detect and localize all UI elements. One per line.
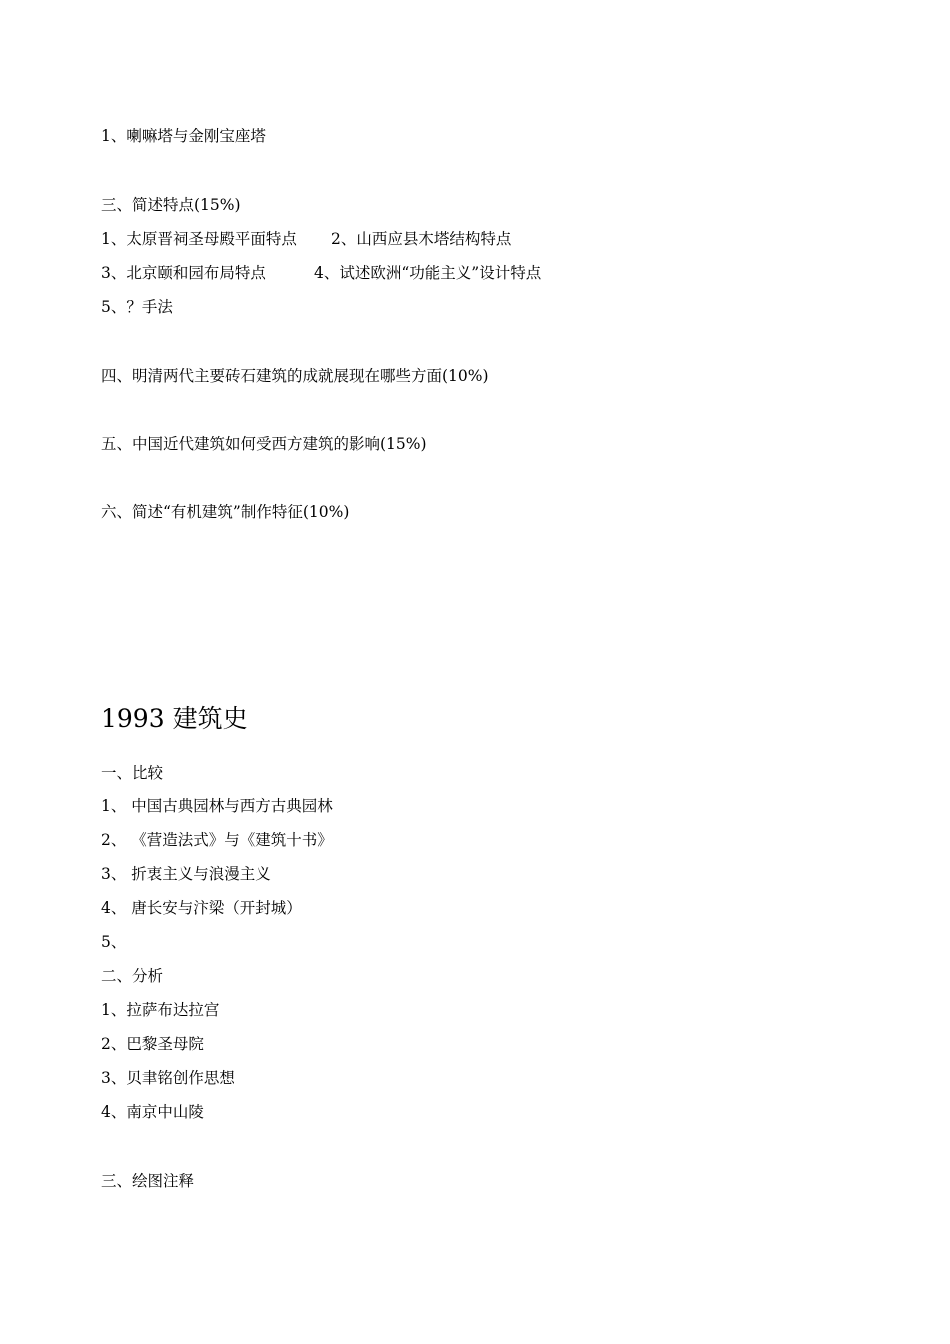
part-1-title: 一、比较	[101, 764, 164, 782]
part-2-title: 二、分析	[101, 967, 164, 985]
section-3-item-1: 1、太原晋祠圣母殿平面特点	[101, 230, 297, 248]
section-3-title: 三、简述特点(15%)	[101, 196, 241, 214]
part-1-item-3: 3、 折衷主义与浪漫主义	[101, 865, 271, 883]
section-5: 五、中国近代建筑如何受西方建筑的影响(15%)	[101, 435, 427, 453]
part-1-item-4: 4、 唐长安与汴梁（开封城）	[101, 899, 302, 917]
part-1-item-2: 2、 《营造法式》与《建筑十书》	[101, 831, 333, 849]
part-1-item-1: 1、 中国古典园林与西方古典园林	[101, 797, 333, 815]
section-4: 四、明清两代主要砖石建筑的成就展现在哪些方面(10%)	[101, 367, 489, 385]
heading-1993-architecture-history: 1993 建筑史	[101, 704, 248, 733]
part-2-item-3: 3、贝聿铭创作思想	[101, 1069, 235, 1087]
section-3-item-2: 2、山西应县木塔结构特点	[331, 230, 512, 248]
part-1-item-5: 5、	[101, 933, 127, 951]
part-2-item-4: 4、南京中山陵	[101, 1103, 204, 1121]
section-3-item-3: 3、北京颐和园布局特点	[101, 264, 266, 282]
part-3-title: 三、绘图注释	[101, 1172, 195, 1190]
item-lama-pagoda: 1、喇嘛塔与金刚宝座塔	[101, 127, 266, 145]
section-6: 六、简述“有机建筑”制作特征(10%)	[101, 503, 350, 521]
part-2-item-2: 2、巴黎圣母院	[101, 1035, 204, 1053]
section-3-item-4: 4、试述欧洲“功能主义”设计特点	[314, 264, 542, 282]
part-2-item-1: 1、拉萨布达拉宫	[101, 1001, 220, 1019]
section-3-item-5: 5、？手法	[101, 298, 173, 316]
